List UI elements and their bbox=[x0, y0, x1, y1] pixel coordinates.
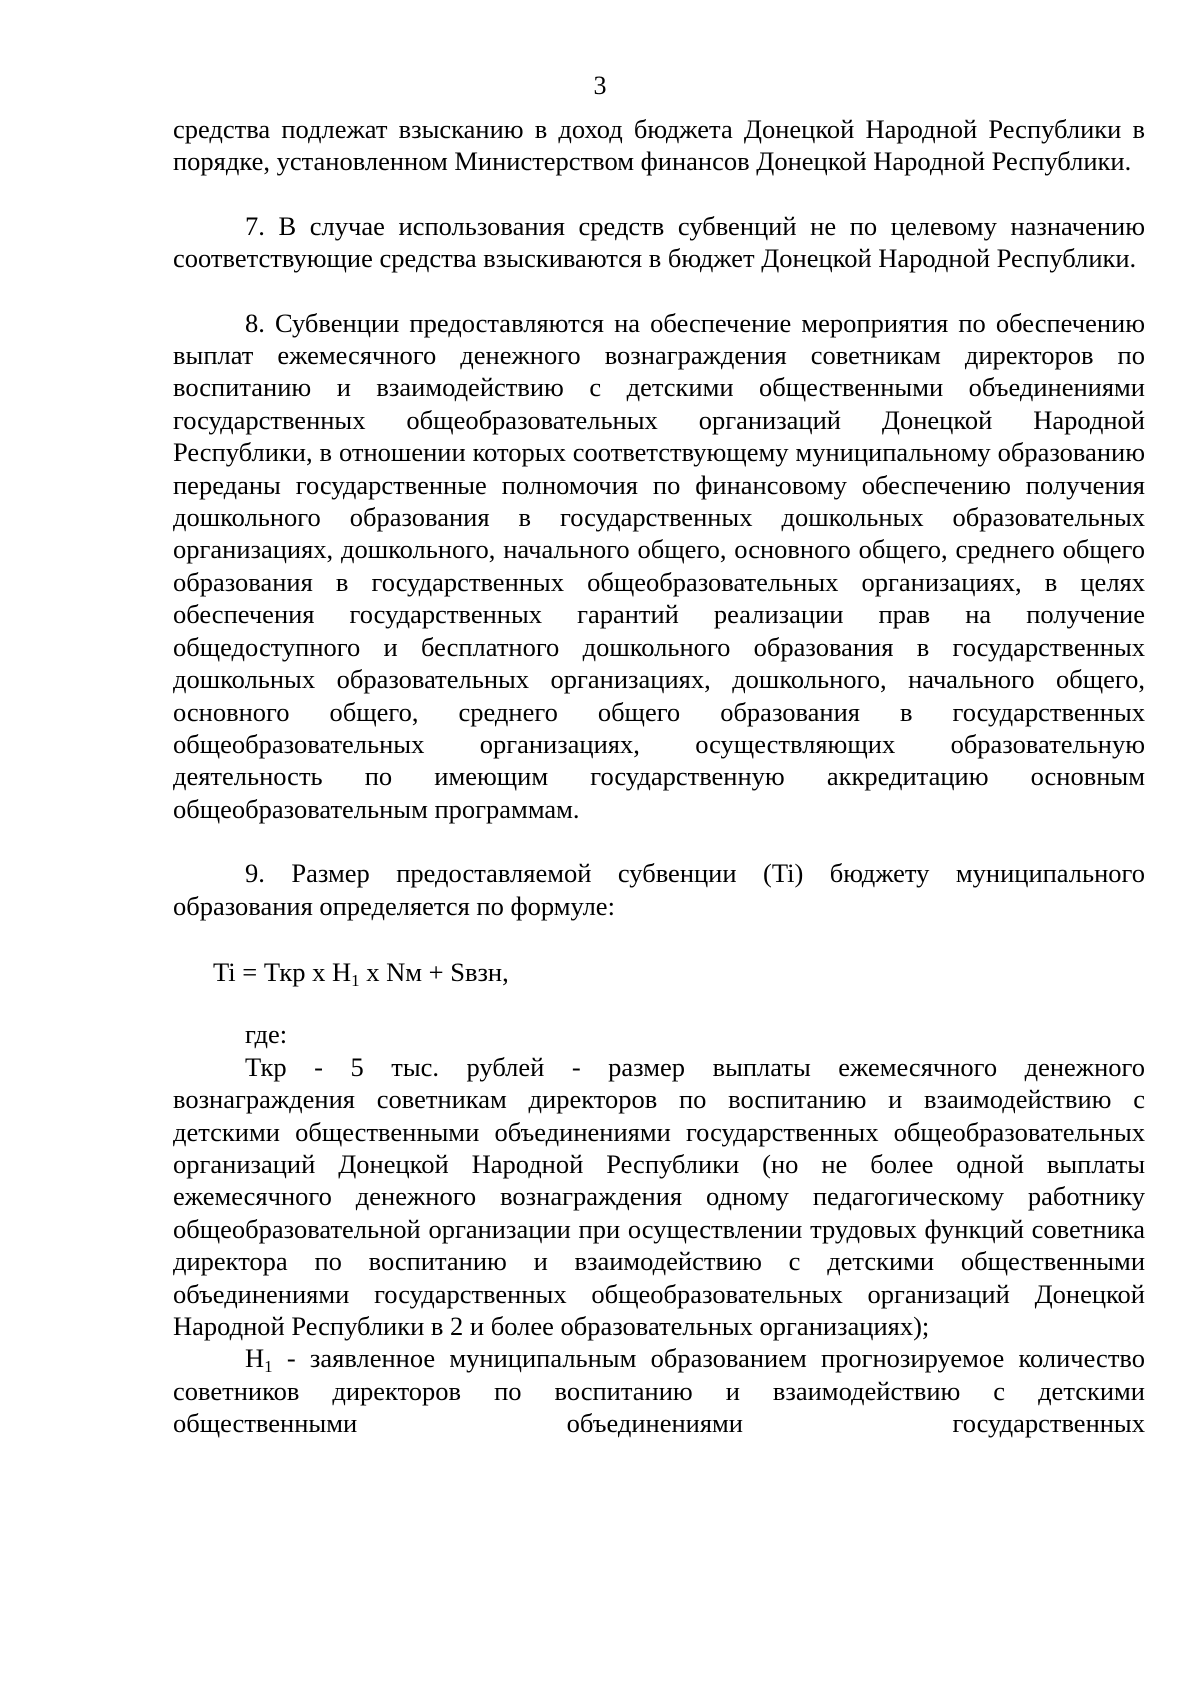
definition-h1-subscript: 1 bbox=[264, 1357, 273, 1377]
formula bbox=[173, 956, 1145, 988]
paragraph-7: 7. В случае использования средств субвенций не по целевому назначению соответствующие средства взыскиваются в бюджет Донецкой Народной Республики. bbox=[173, 210, 1145, 274]
definition-h1-text: - заявленное муниципальным образованием прогнозируемое количество советников директоров по воспитанию и взаимодействию с детскими общественными объединениями государственных bbox=[173, 1343, 1145, 1439]
where-label: где: bbox=[245, 1019, 288, 1050]
paragraph-continuation: средства подлежат взысканию в доход бюджета Донецкой Народной Республики в порядке, установленном Министерством финансов Донецкой Народной Республики. bbox=[173, 114, 1145, 177]
definition-h1 bbox=[173, 1342, 1145, 1439]
formula-part-2: x Nм + Sвзн, bbox=[359, 956, 509, 987]
formula-part-1: Ti = Ткр x H bbox=[213, 956, 352, 987]
document-body bbox=[173, 113, 1145, 1440]
definition-h1-symbol: H bbox=[245, 1343, 265, 1374]
page-number: 3 bbox=[593, 71, 607, 100]
definition-tkr: Ткр - 5 тыс. рублей - размер выплаты ежемесячного денежного вознаграждения советникам директоров по воспитанию и взаимодействию с детскими общественными объединениями государственных общеобразовательных организаций Донецкой Народной Республики (но не более одной выплаты ежемесячного денежного вознаграждения одному педагогическому работнику общеобразовательной организации при осуществлении трудовых функций советника директора по воспитанию и взаимодействию с детскими общественными объединениями государственных общеобразовательных организаций Донецкой Народной Республики в 2 и более образовательных организациях); bbox=[173, 1051, 1145, 1341]
paragraph-9: 9. Размер предоставляемой субвенции (Ti) бюджету муниципального образования определяется по формуле: bbox=[173, 858, 1145, 921]
paragraph-8: 8. Субвенции предоставляются на обеспечение мероприятия по обеспечению выплат ежемесячного денежного вознаграждения советникам директоров по воспитанию и взаимодействию с детскими общественными объединениями государственных общеобразовательных организаций Донецкой Народной Республики, в отношении которых соответствующему муниципальному образованию переданы государственные полномочия по финансовому обеспечению получения дошкольного образования в государственных дошкольных образовательных организациях, дошкольного, начального общего, основного общего, среднего общего образования в государственных общеобразовательных организациях, в целях обеспечения государственных гарантий реализации прав на получение общедоступного и бесплатного дошкольного образования в государственных дошкольных образовательных организациях, дошкольного, начального общего, основного общего, среднего общего образования в государственных общеобразовательных организациях, осуществляющих образовательную деятельность по имеющим государственную аккредитацию основным общеобразовательным программам. bbox=[173, 307, 1145, 824]
formula-subscript: 1 bbox=[351, 970, 360, 990]
